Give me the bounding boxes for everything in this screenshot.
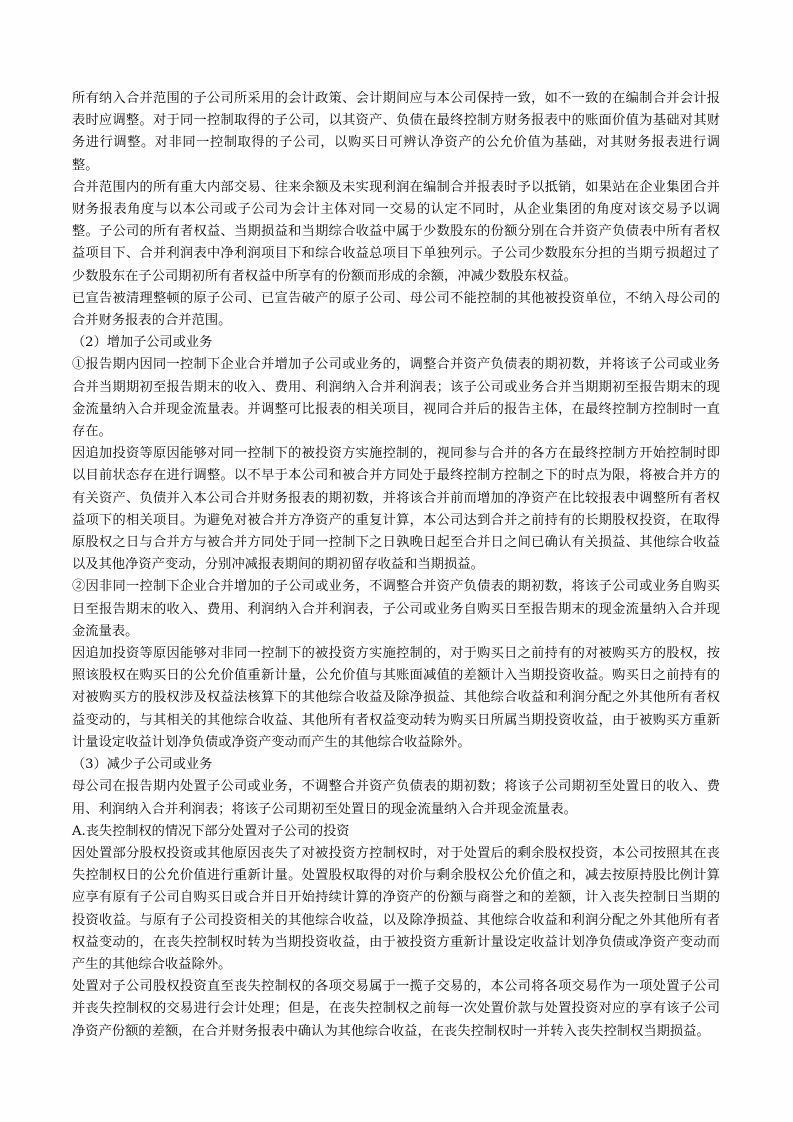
document-body	[72, 88, 720, 1043]
heading-reduce-subsidiary: （3）减少子公司或业务	[72, 757, 213, 773]
paragraph-excluded-entities: 已宣告被清理整顿的原子公司、已宣告破产的原子公司、母公司不能控制的其他被投资单位，不纳入母公司的合并财务报表的合并范围。	[72, 290, 720, 329]
paragraph-disposal-during-period: 母公司在报告期内处置子公司或业务，不调整合并资产负债表的期初数；将该子公司期初至处置日的收入、费用、利润纳入合并利润表；将该子公司期初至处置日的现金流量纳入合并现金流量表。	[72, 779, 720, 817]
paragraph-loss-of-control-measurement: 因处置部分股权投资或其他原因丧失了对被投资方控制权时，对于处置后的剩余股权投资，本公司按照其在丧失控制权日的公允价值进行重新计量。处置股权取得的对价与剩余股权公允价值之和，减去按原持股比例计算应享有原有子公司自购买日或合并日开始持续计算的净资产的份额与商誉之和的差额，计入丧失控制日当期的投资收益。与原有子公司投资相关的其他综合收益，以及除净损益、其他综合收益和利润分配之外其他所有者权益变动的，在丧失控制权时转为当期投资收益，由于被投资方重新计量设定收益计划净负债或净资产变动而产生的其他综合收益除外。	[72, 845, 720, 972]
paragraph-package-deal-treatment: 处置对子公司股权投资直至丧失控制权的各项交易属于一揽子交易的，本公司将各项交易作为一项处置子公司并丧失控制权的交易进行会计处理；但是，在丧失控制权之前每一次处置价款与处置投资对应的享有该子公司净资产份额的差额，在合并财务报表中确认为其他综合收益，在丧失控制权时一并转入丧失控制权当期损益。	[72, 979, 720, 1039]
heading-add-subsidiary: （2）增加子公司或业务	[72, 335, 213, 351]
paragraph-non-common-control-addition: ②因非同一控制下企业合并增加的子公司或业务，不调整合并资产负债表的期初数，将该子公司或业务自购买日至报告期末的收入、费用、利润纳入合并利润表，子公司或业务自购买日至报告期末的现金流量纳入合并现金流量表。	[72, 579, 720, 639]
paragraph-additional-investment-common-control: 因追加投资等原因能够对同一控制下的被投资方实施控制的，视同参与合并的各方在最终控制方开始控制时即以目前状态存在进行调整。以不早于本公司和被合并方同处于最终控制方控制之下的时点为限，将被合并方的有关资产、负债并入本公司合并财务报表的期初数，并将该合并前而增加的净资产在比较报表中调整所有者权益项下的相关项目。为避免对被合并方净资产的重复计算，本公司达到合并之前持有的长期股权投资，在取得原股权之日与合并方与被合并方同处于同一控制下之日孰晚日起至合并日之间已确认有关损益、其他综合收益以及其他净资产变动，分别冲减报表期间的期初留存收益和当期损益。	[72, 446, 720, 573]
paragraph-additional-investment-non-common-control: 因追加投资等原因能够对非同一控制下的被投资方实施控制的，对于购买日之前持有的对被购买方的股权，按照该股权在购买日的公允价值重新计量，公允价值与其账面减值的差额计入当期投资收益。购买日之前持有的对被购买方的股权涉及权益法核算下的其他综合收益及除净损益、其他综合收益和利润分配之外其他所有者权益变动的，与其相关的其他综合收益、其他所有者权益变动转为购买日所属当期投资收益，由于被购买方重新计量设定收益计划净负债或净资产变动而产生的其他综合收益除外。	[72, 646, 720, 750]
paragraph-accounting-policy-alignment: 所有纳入合并范围的子公司所采用的会计政策、会计期间应与本公司保持一致，如不一致的在编制合并会计报表时应调整。对于同一控制取得的子公司，以其资产、负债在最终控制方财务报表中的账面价值为基础对其财务进行调整。对非同一控制取得的子公司，以购买日可辨认净资产的公允价值为基础，对其财务报表进行调整。	[72, 91, 720, 173]
paragraph-internal-transactions-offset: 合并范围内的所有重大内部交易、往来余额及未实现利润在编制合并报表时予以抵销，如果站在企业集团合并财务报表角度与以本公司或子公司为会计主体对同一交易的认定不同时，从企业集团的角度对该交易予以调整。子公司的所有者权益、当期损益和当期综合收益中属于少数股东的份额分别在合并资产负债表中所有者权益项目下、合并利润表中净利润项目下和综合收益总项目下单独列示。子公司少数股东分担的当期亏损超过了少数股东在子公司期初所有者权益中所享有的份额而形成的余额，冲减少数股东权益。	[72, 179, 720, 284]
paragraph-common-control-addition: ①报告期内因同一控制下企业合并增加子公司或业务的，调整合并资产负债表的期初数，并将该子公司或业务合并当期期初至报告期末的收入、费用、利润纳入合并利润表；该子公司或业务合并当期期初至报告期末的现金流量纳入合并现金流量表。并调整可比报表的相关项目，视同合并后的报告主体，在最终控制方控制时一直存在。	[72, 357, 720, 440]
heading-loss-of-control: A.丧失控制权的情况下部分处置对子公司的投资	[72, 823, 350, 839]
